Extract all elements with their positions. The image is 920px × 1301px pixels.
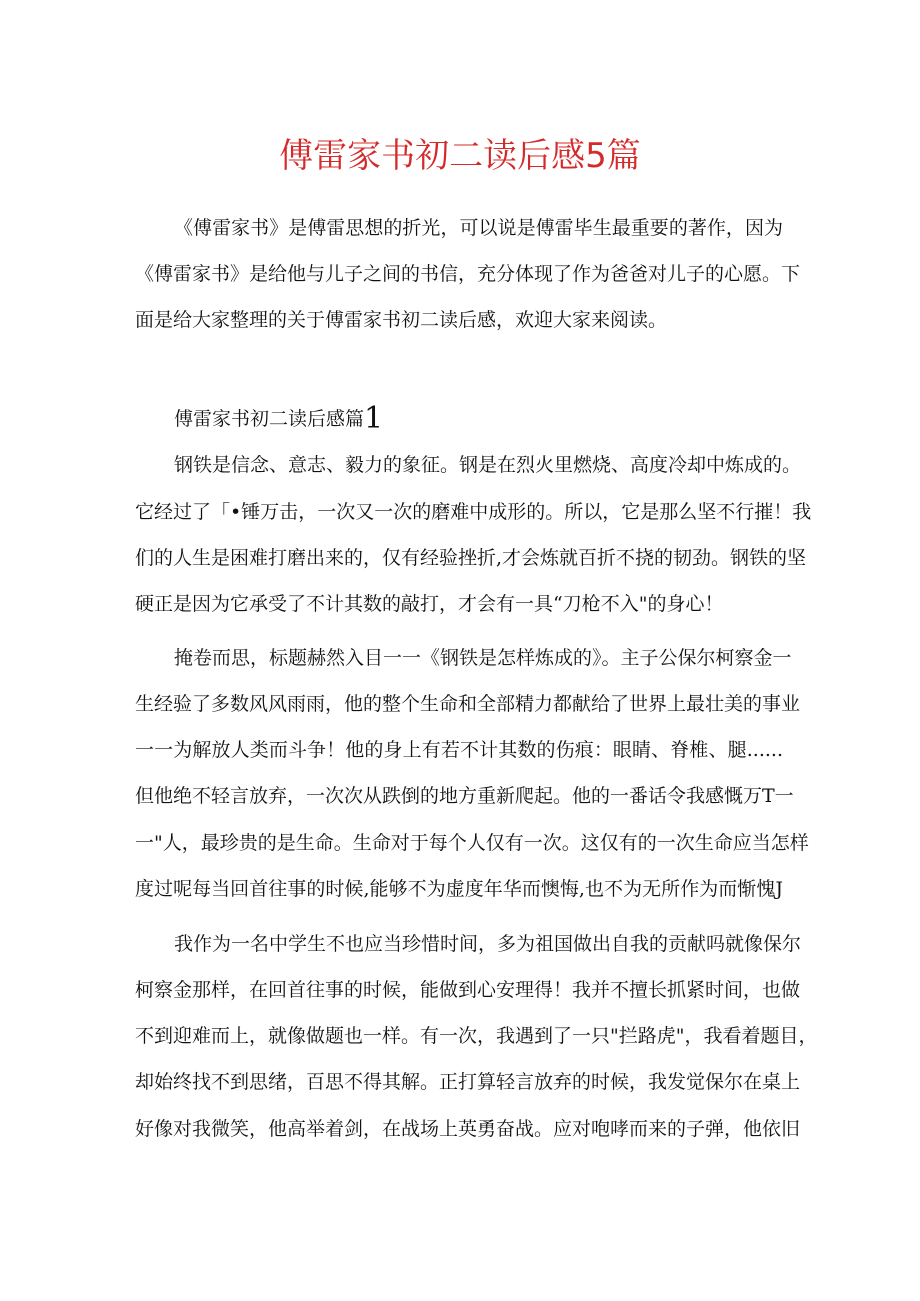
paragraph-line: 却始终找不到思绪，百思不得其解。正打算轻言放弃的时候，我发觉保尔在桌上	[135, 1071, 801, 1093]
paragraph-line: 不到迎难而上，就像做题也一样。有一次，我遇到了一只"拦路虎"，我看着题目，	[135, 1025, 818, 1047]
paragraph-line: 们的人生是困难打磨出来的，仅有经验挫折,才会炼就百折不挠的韧劲。钢铁的坚	[135, 547, 807, 569]
section-heading	[174, 401, 384, 436]
paragraph-line: 硬正是因为它承受了不计其数的敲打，才会有一具“刀枪不入"的身心！	[135, 593, 724, 615]
paragraph-line: 它经过了「•锤万击，一次又一次的磨难中成形的。所以，它是那么坚不行摧！我	[135, 501, 812, 523]
intro-line: 面是给大家整理的关于傅雷家书初二读后感，欢迎大家来阅读。	[135, 309, 668, 331]
document-title: 傅雷家书初二读后感5篇	[279, 136, 641, 176]
paragraph-line: 度过呢每当回首往事的时候,能够不为虚度年华而懊悔,也不为无所作为而惭愧J	[135, 878, 783, 900]
paragraph-line: 生经验了多数风风雨雨，他的整个生命和全部精力都献给了世界上最壮美的事业	[135, 693, 801, 715]
section-heading-text: 傅雷家书初二读后感篇	[174, 408, 365, 430]
paragraph-line: 一"人，最珍贵的是生命。生命对于每个人仅有一次。这仅有的一次生命应当怎样	[135, 832, 809, 854]
paragraph-line: 但他绝不轻言放弃，一次次从跌倒的地方重新爬起。他的一番话令我感慨万T一	[135, 785, 794, 807]
paragraph-line: 钢铁是信念、意志、毅力的象征。钢是在烈火里燃烧、高度冷却中炼成的。	[174, 454, 802, 476]
intro-line: 《傅雷家书》是给他与儿子之间的书信，充分体现了作为爸爸对儿子的心愿。下	[135, 263, 801, 285]
paragraph-line: 一一为解放人类而斗争！他的身上有若不计其数的伤痕：眼睛、脊椎、腿......	[135, 739, 783, 761]
paragraph-line: 我作为一名中学生不也应当珍惜时间，多为祖国做出自我的贡献吗就像保尔	[174, 933, 802, 955]
paragraph-line: 掩卷而思，标题赫然入目一一《钢铁是怎样炼成的》。主子公保尔柯察金一	[174, 647, 792, 669]
intro-line: 《傅雷家书》是傅雷思想的折光，可以说是傅雷毕生最重要的著作，因为	[174, 217, 783, 239]
paragraph-line: 好像对我微笑，他高举着剑，在战场上英勇奋战。应对咆哮而来的子弹，他依旧	[135, 1118, 801, 1140]
section-heading-number: 1	[364, 401, 384, 436]
paragraph-line: 柯察金那样，在回首往事的时候，能做到心安理得！我并不擅长抓紧时间，也做	[135, 979, 801, 1001]
